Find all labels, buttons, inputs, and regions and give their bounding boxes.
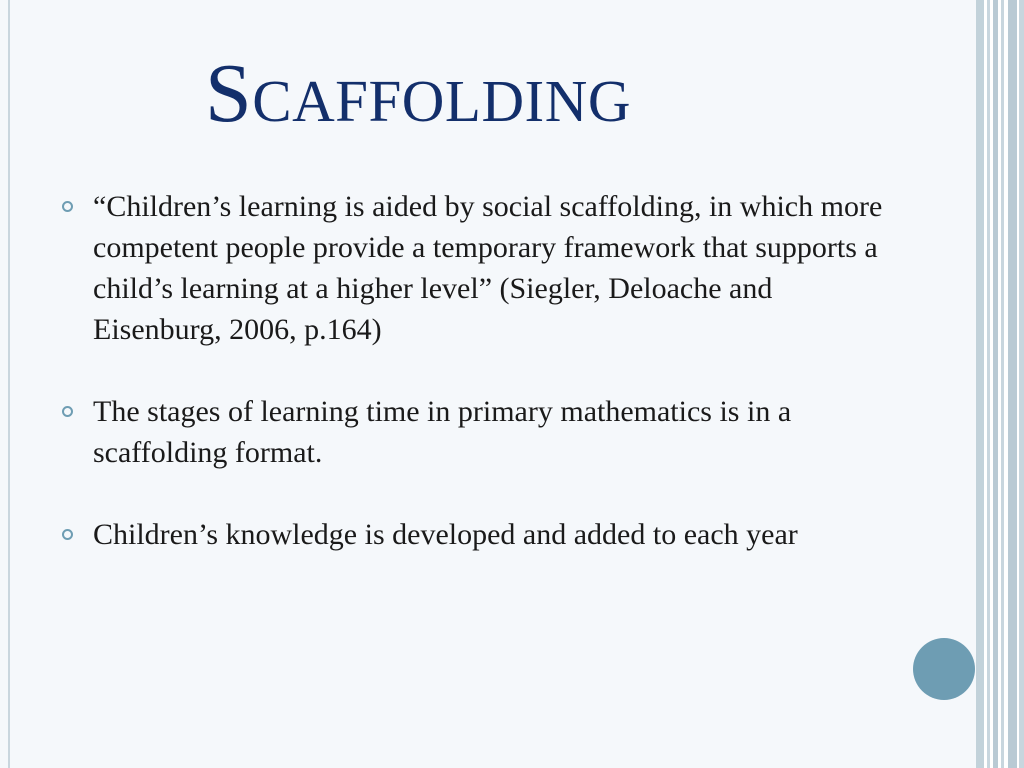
ring-bullet-icon — [62, 529, 73, 540]
decorative-circle — [913, 638, 975, 700]
bullet-text: Children’s knowledge is developed and added to each year — [93, 518, 798, 551]
bullet-list — [60, 186, 890, 555]
ring-bullet-icon — [62, 201, 73, 212]
decorative-stripe — [1008, 0, 1017, 768]
decorative-stripe — [993, 0, 998, 768]
bullet-item — [60, 514, 890, 555]
slide-title: Scaffolding — [205, 47, 631, 140]
left-border-line — [8, 0, 10, 768]
ring-bullet-icon — [62, 406, 73, 417]
bullet-text: The stages of learning time in primary mathematics is in a scaffolding format. — [93, 395, 792, 469]
bullet-item — [60, 391, 890, 473]
bullet-item — [60, 186, 890, 350]
decorative-stripe — [1001, 0, 1004, 768]
decorative-stripe — [987, 0, 990, 768]
decorative-stripe — [976, 0, 984, 768]
decorative-stripe — [1019, 0, 1024, 768]
bullet-text: “Children’s learning is aided by social scaffolding, in which more competent people provide a temporary framework that supports a child’s learning at a higher level” (Siegler, Deloache and Eisenburg, 2006, p.164) — [93, 190, 883, 346]
